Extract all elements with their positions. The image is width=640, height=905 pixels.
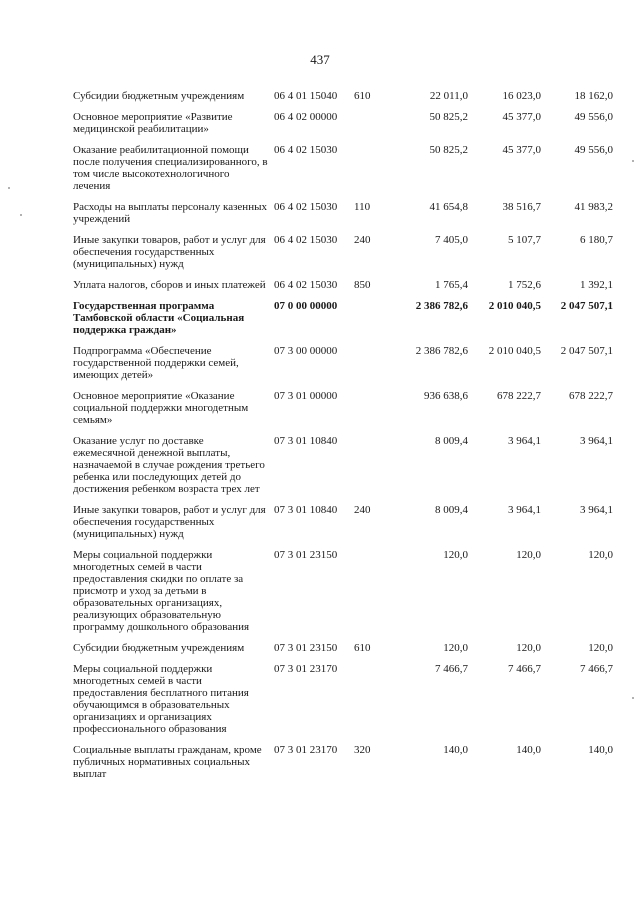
table-body <box>73 90 613 789</box>
row-amount-year-1: 50 825,2 <box>429 144 468 156</box>
row-amount-year-3: 120,0 <box>588 642 613 654</box>
row-amount-year-1: 120,0 <box>443 549 468 561</box>
row-expense-type <box>354 435 386 504</box>
table-row <box>73 549 613 642</box>
table-row <box>73 642 613 663</box>
row-amount-year-3: 18 162,0 <box>574 90 613 102</box>
row-amount-year-3: 6 180,7 <box>580 234 613 246</box>
row-name: Основное мероприятие «Развитие медицинской реабилитации» <box>73 111 233 135</box>
row-amount-year-1: 8 009,4 <box>435 504 468 516</box>
row-expense-type: 110 <box>354 201 371 213</box>
row-code: 07 3 01 23150 <box>274 549 338 561</box>
row-expense-type <box>354 300 386 345</box>
table-row <box>73 144 613 201</box>
row-name: Иные закупки товаров, работ и услуг для обеспечения государственных (муниципальных) нужд <box>73 234 266 270</box>
row-amount-year-2: 678 222,7 <box>497 390 541 402</box>
row-name: Основное мероприятие «Оказание социальной поддержки многодетным семьям» <box>73 390 249 426</box>
table-row <box>73 504 613 549</box>
row-expense-type <box>354 144 386 201</box>
row-expense-type <box>354 549 386 642</box>
row-amount-year-3: 3 964,1 <box>580 504 613 516</box>
row-amount-year-1: 2 386 782,6 <box>415 345 468 357</box>
table-row <box>73 663 613 744</box>
row-amount-year-3: 140,0 <box>588 744 613 756</box>
row-name: Субсидии бюджетным учреждениям <box>73 90 245 102</box>
scan-speck <box>8 187 10 189</box>
row-amount-year-1: 22 011,0 <box>429 90 468 102</box>
row-amount-year-2: 2 010 040,5 <box>488 300 541 312</box>
row-code: 06 4 02 00000 <box>274 111 338 123</box>
scan-speck <box>632 697 634 699</box>
row-expense-type: 610 <box>354 90 371 102</box>
row-name: Оказание реабилитационной помощи после получения специализированного, в том числе высокотехнологичного лечения <box>73 144 268 192</box>
row-code: 07 3 01 00000 <box>274 390 338 402</box>
row-code: 06 4 02 15030 <box>274 279 338 291</box>
row-expense-type: 240 <box>354 504 371 516</box>
scan-speck <box>632 160 634 162</box>
row-expense-type: 850 <box>354 279 371 291</box>
row-amount-year-2: 140,0 <box>516 744 541 756</box>
table-row <box>73 744 613 789</box>
row-amount-year-1: 50 825,2 <box>429 111 468 123</box>
row-amount-year-1: 1 765,4 <box>435 279 468 291</box>
row-amount-year-1: 7 405,0 <box>435 234 468 246</box>
row-amount-year-1: 2 386 782,6 <box>415 300 468 312</box>
row-amount-year-3: 678 222,7 <box>569 390 613 402</box>
row-amount-year-2: 38 516,7 <box>502 201 541 213</box>
row-amount-year-2: 1 752,6 <box>508 279 541 291</box>
row-amount-year-1: 7 466,7 <box>435 663 468 675</box>
row-amount-year-3: 2 047 507,1 <box>560 300 613 312</box>
row-code: 06 4 01 15040 <box>274 90 338 102</box>
row-amount-year-1: 41 654,8 <box>429 201 468 213</box>
row-name: Оказание услуг по доставке ежемесячной денежной выплаты, назначаемой в случае рождения третьего ребенка или последующих детей до достижения ребенком возраста трех лет <box>73 435 265 495</box>
row-name: Государственная программа Тамбовской области «Социальная поддержка граждан» <box>73 300 245 336</box>
table-row <box>73 111 613 144</box>
row-amount-year-2: 7 466,7 <box>508 663 541 675</box>
row-amount-year-2: 16 023,0 <box>502 90 541 102</box>
row-name: Подпрограмма «Обеспечение государственной поддержки семей, имеющих детей» <box>73 345 239 381</box>
row-expense-type: 610 <box>354 642 371 654</box>
row-code: 06 4 02 15030 <box>274 234 338 246</box>
row-amount-year-3: 120,0 <box>588 549 613 561</box>
row-amount-year-1: 140,0 <box>443 744 468 756</box>
budget-table <box>73 90 613 789</box>
row-name: Уплата налогов, сборов и иных платежей <box>73 279 266 291</box>
row-amount-year-3: 1 392,1 <box>580 279 613 291</box>
row-code: 07 3 01 10840 <box>274 435 338 447</box>
row-code: 07 3 01 23170 <box>274 744 338 756</box>
row-amount-year-3: 49 556,0 <box>574 111 613 123</box>
row-expense-type <box>354 345 386 390</box>
row-amount-year-1: 936 638,6 <box>424 390 468 402</box>
table-row <box>73 390 613 435</box>
row-code: 07 0 00 00000 <box>274 300 338 312</box>
table-row <box>73 234 613 279</box>
row-expense-type <box>354 390 386 435</box>
row-amount-year-3: 41 983,2 <box>574 201 613 213</box>
row-amount-year-3: 7 466,7 <box>580 663 613 675</box>
row-name: Меры социальной поддержки многодетных семей в части предоставления скидки по оплате за присмотр и уход за детьми в образовательных организациях, реализующих образовательную программу дошкольного образования <box>73 549 250 633</box>
table-row <box>73 300 613 345</box>
table-row <box>73 435 613 504</box>
row-amount-year-2: 45 377,0 <box>502 144 541 156</box>
row-amount-year-1: 8 009,4 <box>435 435 468 447</box>
row-amount-year-2: 3 964,1 <box>508 504 541 516</box>
table-row <box>73 345 613 390</box>
row-name: Иные закупки товаров, работ и услуг для обеспечения государственных (муниципальных) нужд <box>73 504 266 540</box>
row-amount-year-2: 45 377,0 <box>502 111 541 123</box>
row-amount-year-1: 120,0 <box>443 642 468 654</box>
row-code: 07 3 01 10840 <box>274 504 338 516</box>
row-amount-year-3: 3 964,1 <box>580 435 613 447</box>
row-amount-year-2: 5 107,7 <box>508 234 541 246</box>
row-expense-type <box>354 111 386 144</box>
scan-speck <box>20 214 22 216</box>
table-row <box>73 279 613 300</box>
row-amount-year-2: 120,0 <box>516 642 541 654</box>
row-name: Социальные выплаты гражданам, кроме публичных нормативных социальных выплат <box>73 744 262 780</box>
row-expense-type: 240 <box>354 234 371 246</box>
row-code: 07 3 00 00000 <box>274 345 338 357</box>
row-expense-type <box>354 663 386 744</box>
row-expense-type: 320 <box>354 744 371 756</box>
row-code: 06 4 02 15030 <box>274 201 338 213</box>
table-row <box>73 90 613 111</box>
row-amount-year-3: 49 556,0 <box>574 144 613 156</box>
page-number: 437 <box>310 52 330 67</box>
row-amount-year-2: 120,0 <box>516 549 541 561</box>
row-amount-year-2: 3 964,1 <box>508 435 541 447</box>
row-name: Субсидии бюджетным учреждениям <box>73 642 245 654</box>
row-amount-year-3: 2 047 507,1 <box>560 345 613 357</box>
row-name: Расходы на выплаты персоналу казенных учреждений <box>73 201 267 225</box>
row-code: 06 4 02 15030 <box>274 144 338 156</box>
table-row <box>73 201 613 234</box>
row-code: 07 3 01 23170 <box>274 663 338 675</box>
row-amount-year-2: 2 010 040,5 <box>488 345 541 357</box>
row-name: Меры социальной поддержки многодетных семей в части предоставления бесплатного питания обучающимся в образовательных организациях и организациях профессионального образования <box>73 663 249 735</box>
row-code: 07 3 01 23150 <box>274 642 338 654</box>
